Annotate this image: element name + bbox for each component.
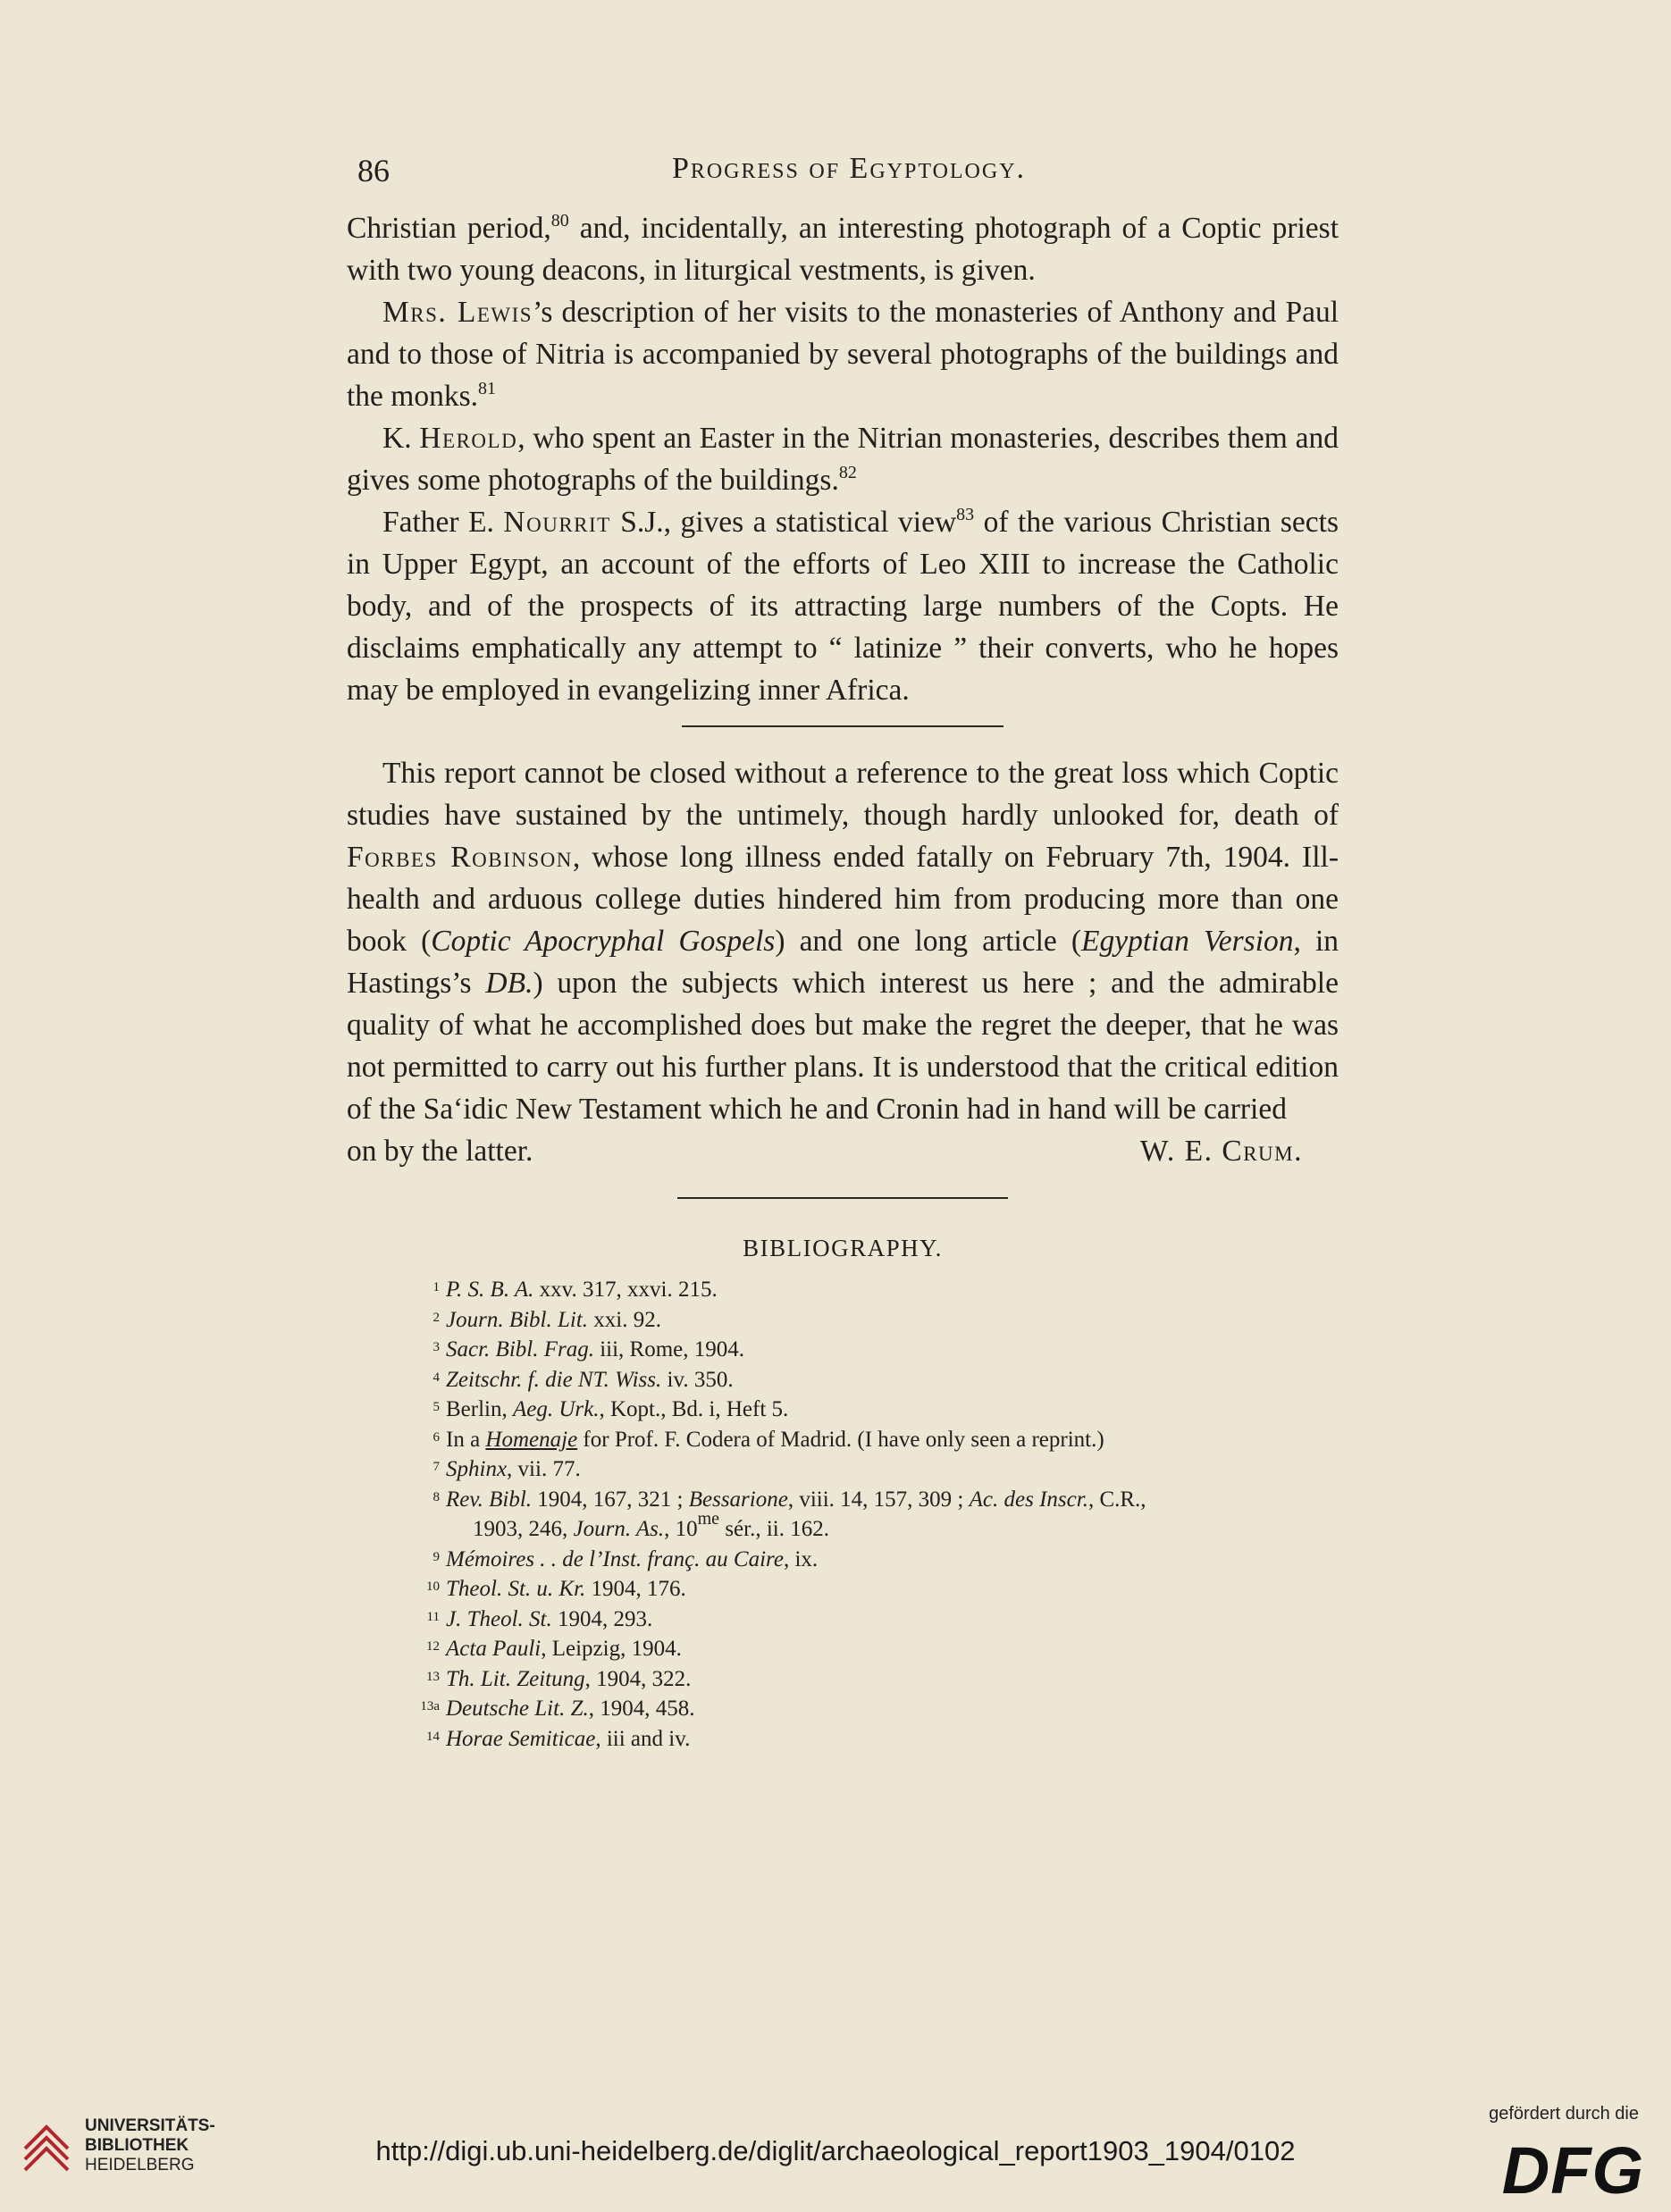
page-number: 86 bbox=[357, 153, 390, 189]
signature: W. E. Crum. bbox=[1139, 1135, 1303, 1168]
author-name: Herold bbox=[419, 422, 518, 455]
bibliography-item: 9 Mémoires . . de l’Inst. franç. au Caire, ix. bbox=[432, 1546, 819, 1571]
bibliography-item: 8 Rev. Bibl. 1904, 167, 321 ; Bessarione, viii. 14, 157, 309 ; Ac. des Inscr., C.R., 1903, 246, Journ. As., $10^{me}$ sér., ii. 162. bbox=[425, 1485, 1339, 1545]
section-divider bbox=[677, 1197, 1008, 1199]
library-name: UNIVERSITÄTS- BIBLIOTHEK HEIDELBERG bbox=[85, 2116, 215, 2174]
paragraph-3: K. Herold, who spent an Easter in the Nitrian monasteries, describes them and gives some photographs of the buildings.$^{82}$ bbox=[347, 422, 1339, 497]
bibliography-list bbox=[420, 1275, 1339, 1754]
bibliography-item: 12 Acta Pauli, Leipzig, 1904. bbox=[426, 1637, 682, 1661]
bibliography-item: 2 Journ. Bibl. Lit. xxi. 92. bbox=[432, 1307, 661, 1332]
bibliography-item: 14 Horae Semiticae, iii and iv. bbox=[426, 1726, 691, 1751]
signature-line: on by the latter. W. E. Crum. bbox=[347, 1130, 1339, 1172]
bibliography-item: 1 P. S. B. A. xxv. 317, xxvi. 215. bbox=[432, 1278, 718, 1302]
author-name: Nourrit bbox=[503, 506, 611, 539]
running-title: Progress of Egyptology. bbox=[671, 152, 1027, 185]
bibliography-item: 5 Berlin, Aeg. Urk., Kopt., Bd. i, Heft 5. bbox=[432, 1397, 789, 1421]
bibliography-item: 6 In a Homenaje for Prof. F. Codera of Madrid. (I have only seen a reprint.) bbox=[432, 1427, 1104, 1452]
bibliography-item: 7 Sphinx, vii. 77. bbox=[432, 1457, 581, 1481]
footnote-ref: 80 bbox=[550, 211, 569, 230]
bibliography-item: 13 Th. Lit. Zeitung, 1904, 322. bbox=[426, 1666, 692, 1691]
paragraph-4: Father E. Nourrit S.J., gives a statistical view$^{83}$ of the various Christian sects in Upper Egypt, an account of the efforts of Leo XIII to increase the Catholic body, and of the prospects of its attracting large numbers of the Copts. He disclaims emphatically any attempt to “ latinize ” their converts, who he hopes may be employed in evangelizing inner Africa. bbox=[347, 505, 1339, 707]
page-header bbox=[357, 152, 1340, 197]
dfg-logo: DFG bbox=[1501, 2133, 1644, 2208]
author-name: Forbes Robinson bbox=[347, 841, 573, 874]
digitization-footer bbox=[0, 2104, 1671, 2212]
section-divider bbox=[682, 725, 1003, 727]
paragraph-1: Christian period,$^{80}$ and, incidentally, an interesting photograph of a Coptic priest with two young deacons, in liturgical vestments, is given. bbox=[347, 211, 1339, 287]
bibliography-title: BIBLIOGRAPHY. bbox=[743, 1235, 943, 1261]
bibliography-item: 3 Sacr. Bibl. Frag. iii, Rome, 1904. bbox=[432, 1337, 745, 1362]
body-text bbox=[347, 207, 1339, 1754]
permalink-url[interactable]: http://digi.ub.uni-heidelberg.de/diglit/archaeological_report1903_1904/0102 bbox=[375, 2135, 1296, 2166]
bibliography-item: 13a Deutsche Lit. Z., 1904, 458. bbox=[420, 1697, 695, 1721]
footnote-ref: 83 bbox=[956, 505, 975, 524]
funded-by-label: gefördert durch die bbox=[1489, 2104, 1639, 2124]
bibliography-continuation: 1903, 246, Journ. As., $10^{me}$ sér., ii. 162. bbox=[473, 1509, 829, 1541]
footnote-ref: 82 bbox=[838, 463, 857, 482]
bibliography-item: 10 Theol. St. u. Kr. 1904, 176. bbox=[426, 1577, 686, 1601]
author-name: Mrs. Lewis bbox=[382, 296, 533, 329]
paragraph-2: Mrs. Lewis’s description of her visits to the monasteries of Anthony and Paul and to those of Nitria is accompanied by several photographs of the buildings and the monks.$^{81}$ bbox=[347, 296, 1339, 413]
bibliography-item: 11 J. Theol. St. 1904, 293. bbox=[426, 1606, 653, 1631]
bibliography-item: 4 Zeitschr. f. die NT. Wiss. iv. 350. bbox=[432, 1367, 734, 1392]
paragraph-5: This report cannot be closed without a reference to the great loss which Coptic studies have sustained by the untimely, though hardly unlooked for, death of Forbes Robinson, whose long illness ended fatally on February 7th, 1904. Ill-health and arduous college duties hindered him from producing more than one book (Coptic Apocryphal Gospels) and one long article (Egyptian Version, in Hastings’s DB.) upon the subjects which interest us here ; and the admirable quality of what he accomplished does but make the regret the deeper, that he was not permitted to carry out his further plans. It is understood that the critical edition of the Sa‘idic New Testament which he and Cronin had in hand will be carried bbox=[347, 757, 1339, 1126]
footnote-ref: 81 bbox=[478, 379, 497, 398]
